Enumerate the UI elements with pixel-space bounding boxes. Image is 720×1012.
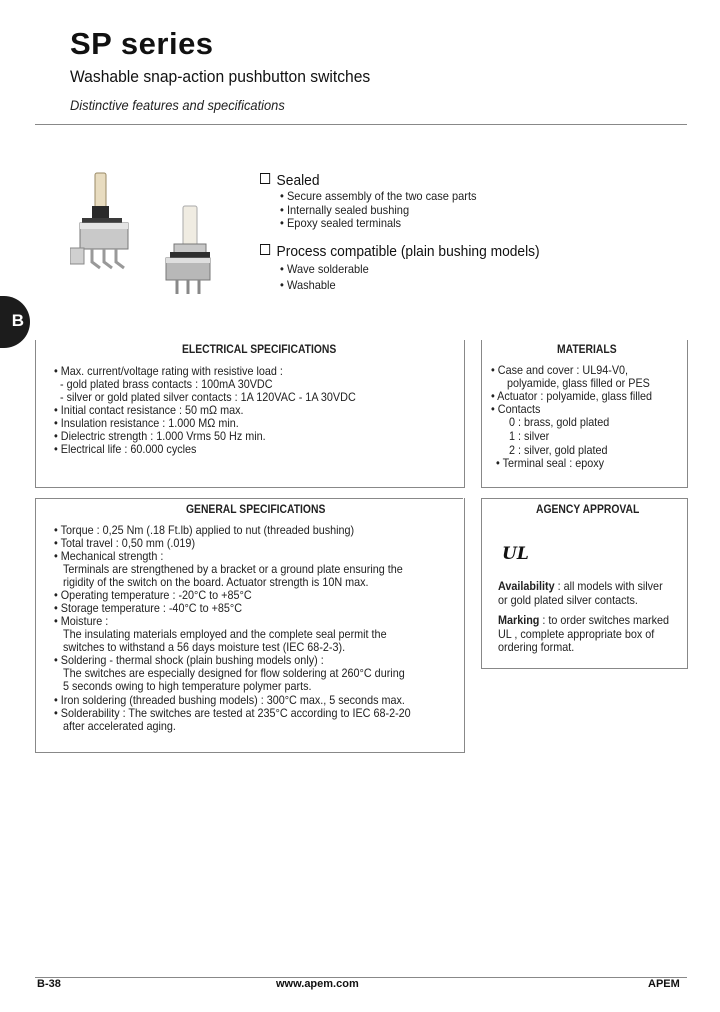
vertical-switch-image	[166, 206, 210, 294]
spec-line: 5 seconds owing to high temperature polymer parts.	[63, 679, 312, 693]
spec-line: polyamide, glass filled or PES	[507, 376, 650, 390]
right-angle-switch-image	[70, 173, 128, 268]
section-tab-label: B	[11, 311, 24, 330]
spec-line: • Actuator : polyamide, glass filled	[491, 389, 653, 403]
spec-line: 1 : silver	[509, 429, 550, 443]
spec-line: • Case and cover : UL94-V0,	[491, 363, 629, 377]
spec-line: • Dielectric strength : 1.000 Vrms 50 Hz min.	[54, 429, 266, 443]
header-divider	[35, 124, 687, 125]
spec-line: • Solderability : The switches are tested at 235°C according to IEC 68-2-20	[54, 706, 411, 720]
spec-line: • Terminal seal : epoxy	[496, 456, 605, 470]
footer-url-link[interactable]: www.apem.com	[276, 978, 359, 990]
panel-title: GENERAL SPECIFICATIONS	[186, 504, 326, 516]
materials-panel	[481, 340, 688, 488]
svg-text:UL: UL	[502, 544, 529, 564]
page-subtitle: Washable snap-action pushbutton switches	[70, 67, 371, 86]
agency-approval-panel	[481, 498, 688, 669]
checkbox-square-icon	[260, 173, 270, 184]
spec-line: • Initial contact resistance : 50 mΩ max.	[54, 403, 244, 417]
panel-title: AGENCY APPROVAL	[536, 504, 640, 516]
feature-bullet: • Washable	[280, 278, 336, 292]
feature-bullet: • Secure assembly of the two case parts	[280, 189, 477, 203]
feature-bullet: • Epoxy sealed terminals	[280, 216, 402, 230]
availability-line: Availability : all models with silver	[498, 579, 663, 593]
spec-line: The switches are especially designed for flow soldering at 260°C during	[63, 666, 405, 680]
spec-line: • Torque : 0,25 Nm (.18 Ft.lb) applied to nut (threaded bushing)	[54, 523, 355, 537]
spec-line: • Insulation resistance : 1.000 MΩ min.	[54, 416, 239, 430]
checkbox-square-icon	[260, 244, 270, 255]
spec-line: - silver or gold plated silver contacts : 1A 120VAC - 1A 30VDC	[60, 390, 356, 404]
spec-line: • Operating temperature : -20°C to +85°C	[54, 588, 252, 602]
spec-line: • Mechanical strength :	[54, 549, 164, 563]
page-title: SP series	[70, 26, 214, 61]
footer-divider	[35, 977, 687, 978]
marking-line: ordering format.	[498, 640, 575, 654]
spec-line: • Contacts	[491, 402, 541, 416]
page-number: B-38	[37, 978, 61, 990]
spec-line: 2 : silver, gold plated	[509, 443, 608, 457]
feature-heading-sealed: Sealed	[260, 172, 320, 189]
section-tab	[0, 296, 30, 348]
spec-line: • Storage temperature : -40°C to +85°C	[54, 601, 243, 615]
spec-line: • Total travel : 0,50 mm (.019)	[54, 536, 196, 550]
spec-line: • Soldering - thermal shock (plain bushing models only) :	[54, 653, 324, 667]
spec-line: • Electrical life : 60.000 cycles	[54, 442, 197, 456]
panel-title: MATERIALS	[557, 344, 617, 356]
marking-line: Marking : to order switches marked	[498, 613, 670, 627]
spec-line: after accelerated aging.	[63, 719, 176, 733]
spec-line: - gold plated brass contacts : 100mA 30VDC	[60, 377, 273, 391]
brand-logo: APEM	[648, 978, 680, 990]
spec-line: Terminals are strengthened by a bracket or a ground plate ensuring the	[63, 562, 403, 576]
electrical-specs-panel	[35, 340, 465, 488]
feature-heading-process: Process compatible (plain bushing models)	[260, 243, 540, 260]
availability-line: or gold plated silver contacts.	[498, 593, 638, 607]
marking-line: UL , complete appropriate box of	[498, 627, 655, 641]
spec-line: 0 : brass, gold plated	[509, 415, 610, 429]
product-photo	[70, 168, 225, 300]
spec-line: • Iron soldering (threaded bushing models) : 300°C max., 5 seconds max.	[54, 693, 405, 707]
spec-line: switches to withstand a 56 days moisture test (IEC 68-2-3).	[63, 640, 346, 654]
section-title: Distinctive features and specifications	[70, 97, 285, 113]
spec-line: The insulating materials employed and the complete seal permit the	[63, 627, 387, 641]
panel-title: ELECTRICAL SPECIFICATIONS	[182, 344, 337, 356]
spec-line: • Moisture :	[54, 614, 109, 628]
spec-line: rigidity of the switch on the board. Actuator strength is 10N max.	[63, 575, 369, 589]
spec-line: • Max. current/voltage rating with resistive load :	[54, 364, 283, 378]
ul-logo-icon	[500, 542, 530, 564]
feature-bullet: • Internally sealed bushing	[280, 203, 410, 217]
feature-bullet: • Wave solderable	[280, 262, 369, 276]
general-specs-panel	[35, 498, 465, 753]
